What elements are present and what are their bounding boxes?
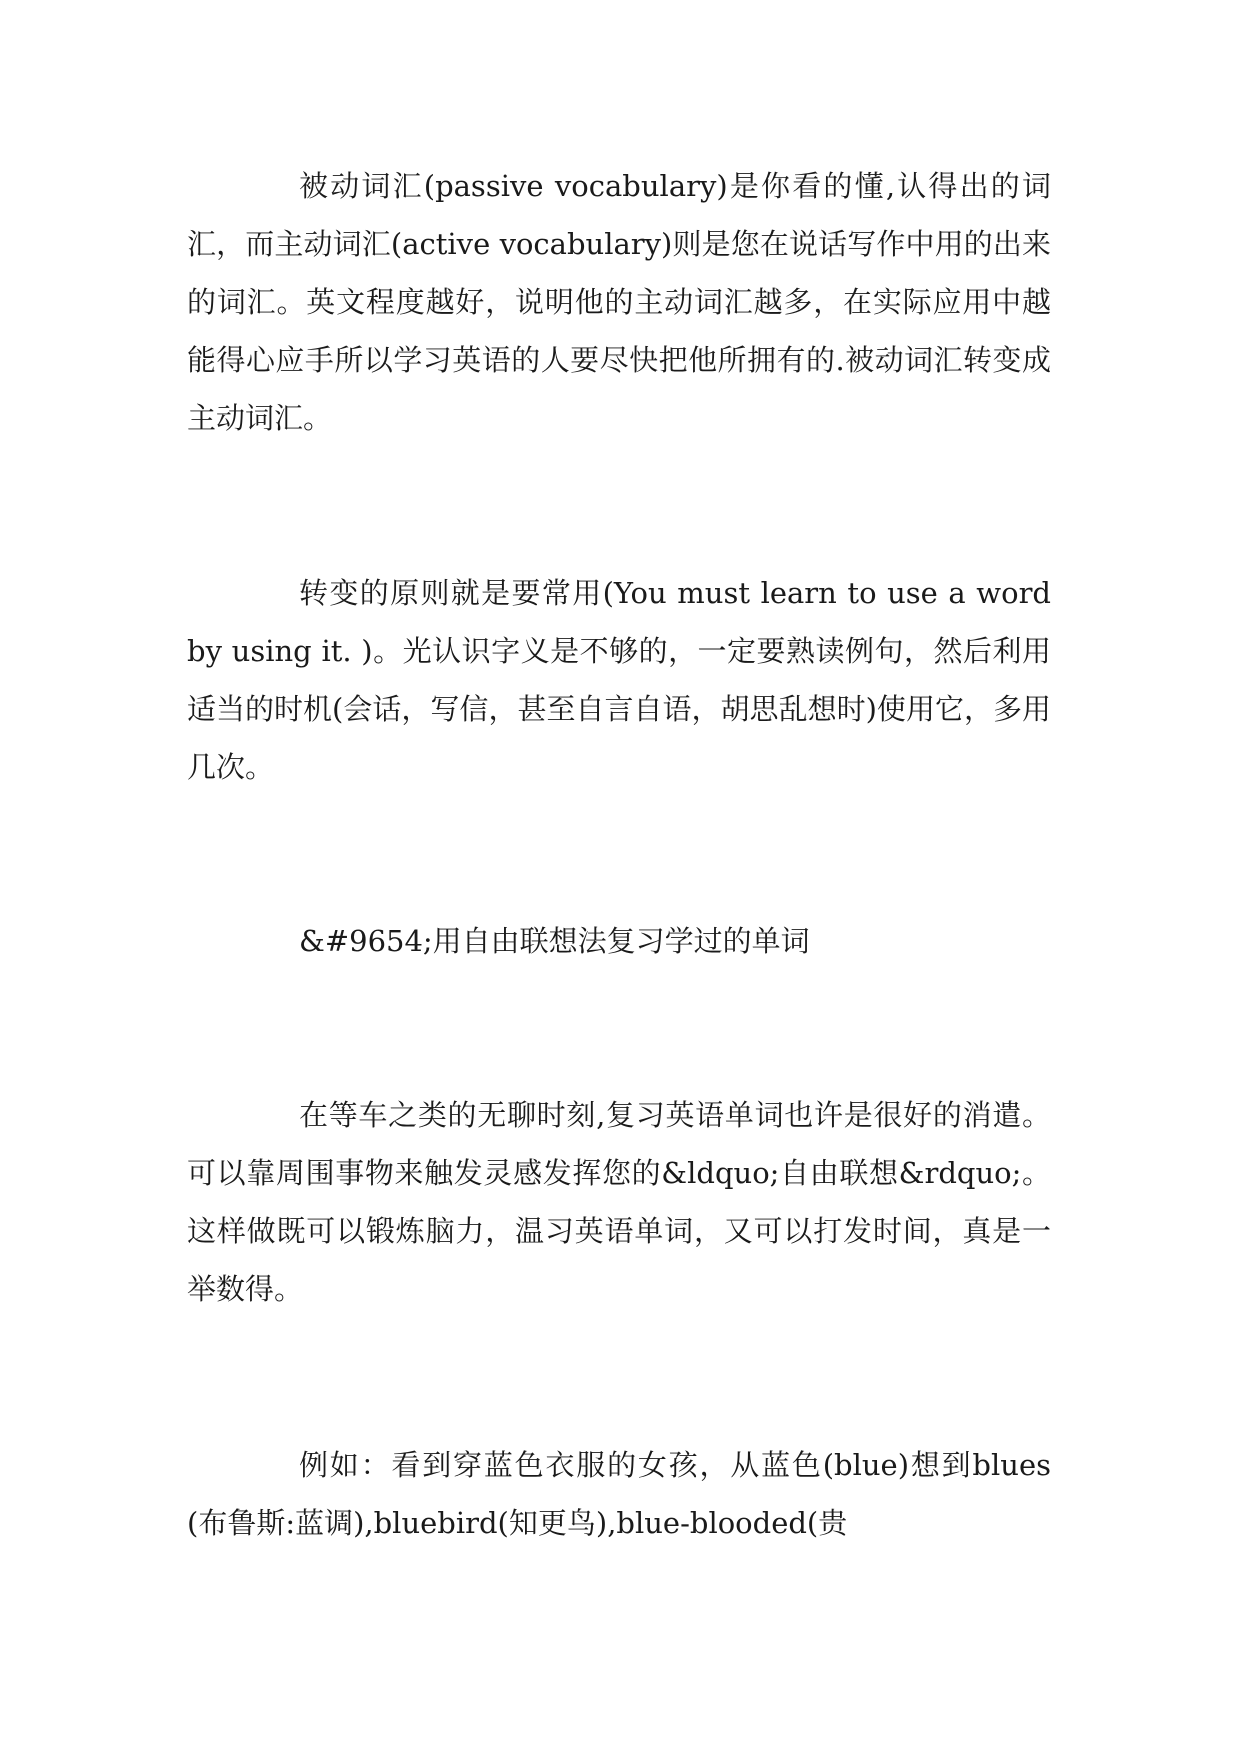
section-heading-free-association: &#9654;用自由联想法复习学过的单词 xyxy=(299,924,810,958)
paragraph-blue-example: 例如：看到穿蓝色衣服的女孩，从蓝色(blue)想到blues(布鲁斯:蓝调),bluebird(知更鸟),blue-blooded(贵 xyxy=(187,1448,1051,1540)
paragraph-passive-vocabulary: 被动词汇(passive vocabulary)是你看的懂,认得出的词汇，而主动词汇(active vocabulary)则是您在说话写作中用的出来的词汇。英文程度越好，说明他的主动词汇越多，在实际应用中越能得心应手所以学习英语的人要尽快把他所拥有的.被动词汇转变成主动词汇。 xyxy=(187,169,1051,435)
paragraph-use-principle: 转变的原则就是要常用(You must learn to use a word by using it. )。光认识字义是不够的，一定要熟读例句，然后利用适当的时机(会话，写信，甚至自言自语，胡思乱想时)使用它，多用几次。 xyxy=(187,576,1051,784)
paragraph-waiting-review: 在等车之类的无聊时刻,复习英语单词也许是很好的消遣。可以靠周围事物来触发灵感发挥您的&ldquo;自由联想&rdquo;。这样做既可以锻炼脑力，温习英语单词，又可以打发时间，真是一举数得。 xyxy=(187,1098,1051,1306)
